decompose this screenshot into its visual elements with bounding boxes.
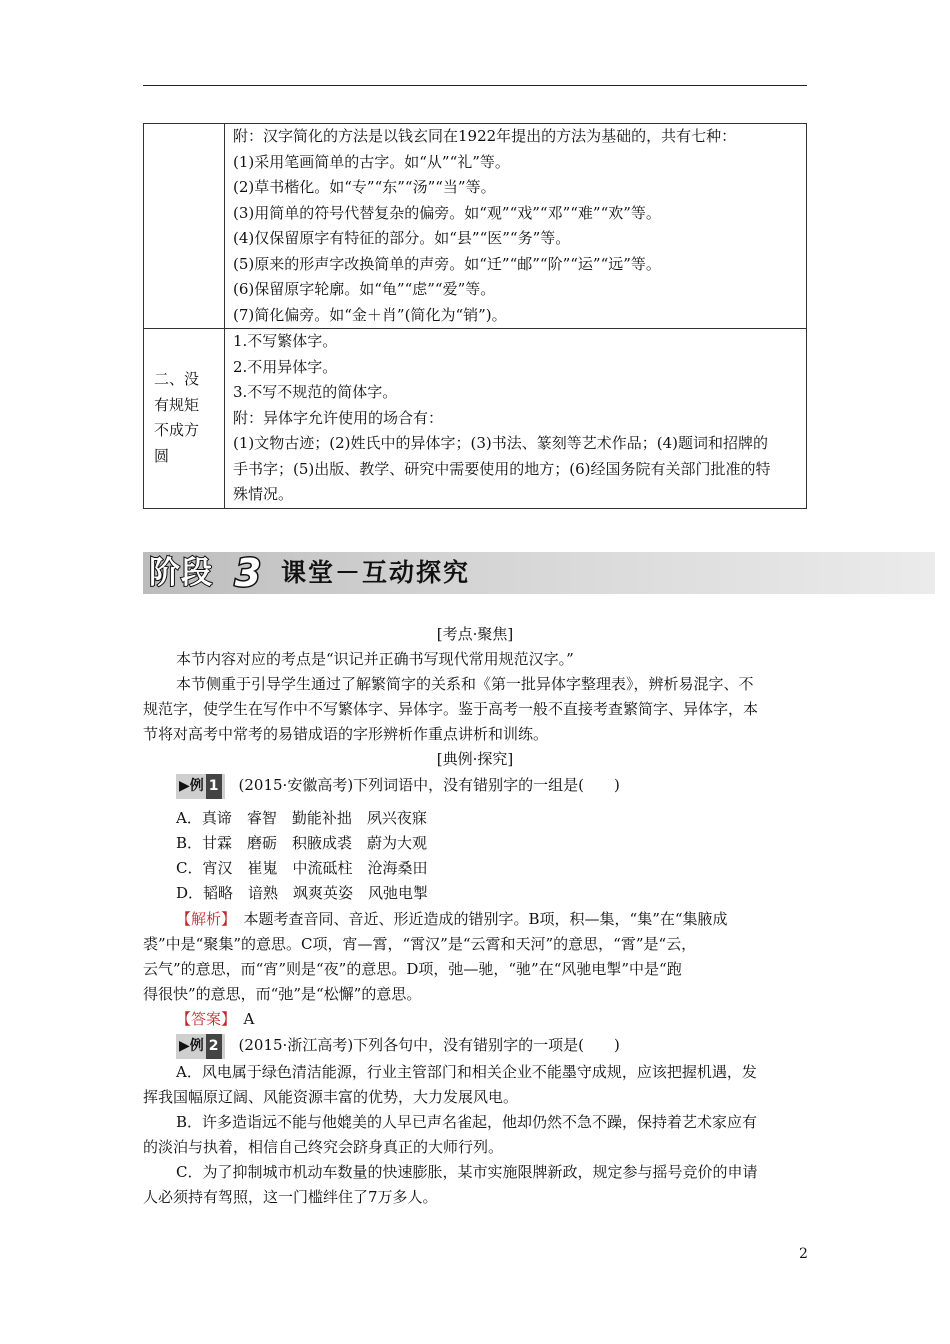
table-line: 附：异体字允许使用的场合有：	[233, 408, 444, 427]
option-c: C．为了抑制城市机动车数量的快速膨胀，某市实施限牌新政，规定参与摇号竞价的申请	[176, 1163, 758, 1181]
option-a: 挥我国幅原辽阔、风能资源丰富的优势，大力发展风电。	[143, 1088, 519, 1106]
question-text: (2015·安徽高考)下列词语中，没有错别字的一组是( )	[238, 776, 620, 794]
option-b: B．甘霖 磨砺 积腋成裘 蔚为大观	[176, 834, 428, 852]
header-line: 有规矩	[154, 395, 200, 414]
example-marker: ▶例 2	[176, 1034, 225, 1059]
table-line: 2.不用异体字。	[233, 357, 338, 376]
section-title: 课堂－互动探究	[281, 558, 471, 587]
table-line: (7)简化偏旁。如“金＋肖”(简化为“销”)。	[233, 305, 507, 324]
stage-number: 3	[234, 551, 262, 595]
paragraph: 本节内容对应的考点是“识记并正确书写现代常用规范汉字。”	[176, 650, 574, 668]
question-text: (2015·浙江高考)下列各句中，没有错别字的一项是( )	[238, 1036, 620, 1054]
table-row	[144, 124, 807, 329]
paragraph: 本节侧重于引导学生通过了解繁简字的关系和《第一批异体字整理表》，辨析易混字、不	[176, 675, 754, 693]
header-line: 二、没	[154, 370, 200, 389]
example-marker: ▶例 1	[176, 774, 225, 799]
stage-label: 阶段	[149, 555, 213, 591]
answer-line: 【答案】 A	[176, 1010, 255, 1028]
header-line: 圆	[154, 446, 170, 465]
paragraph: 规范字，使学生在写作中不写繁体字、异体字。鉴于高考一般不直接考查繁简字、异体字，本	[143, 700, 759, 718]
answer-tag: 【答案】	[176, 1010, 229, 1028]
row-header-empty	[144, 124, 225, 329]
paragraph: 节将对高考中常考的易错成语的字形辨析作重点讲析和训练。	[143, 725, 549, 743]
option-a: A．真谛 睿智 勤能补拙 夙兴夜寐	[176, 809, 427, 827]
header-line: 不成方	[154, 421, 200, 440]
example-1-question	[176, 773, 620, 799]
page-number: 2	[799, 1246, 808, 1262]
option-c: C．宵汉 崔嵬 中流砥柱 沧海桑田	[176, 859, 428, 877]
table-line: (1)采用笔画简单的古字。如“从”“礼”等。	[233, 152, 510, 171]
analysis-line: 裘”中是“聚集”的意思。C项，宵—霄，“霄汉”是“云霄和天河”的意思，“霄”是“云，	[143, 935, 697, 953]
section-banner	[143, 552, 935, 594]
example-2-question	[176, 1033, 620, 1059]
table-line: (5)原来的形声字改换简单的声旁。如“迁”“邮”“阶”“运”“远”等。	[233, 254, 661, 273]
table-line: (6)保留原字轮廓。如“龟”“虑”“爱”等。	[233, 280, 496, 298]
table-line: (4)仅保留原字有特征的部分。如“县”“医”“务”等。	[233, 229, 571, 247]
option-c: 人必须持有驾照，这一门槛绊住了7万多人。	[143, 1188, 438, 1206]
table-line: 3.不写不规范的简体字。	[233, 383, 398, 401]
header-rule	[143, 85, 807, 86]
analysis-tag: 【解析】	[176, 910, 229, 928]
row-content-rules	[225, 329, 807, 509]
table-line: 1.不写繁体字。	[233, 332, 338, 350]
option-b: B．许多造诣远不能与他媲美的人早已声名雀起，他却仍然不急不躁，保持着艺术家应有	[176, 1113, 758, 1131]
table-line: 附：汉字简化的方法是以钱玄同在1922年提出的方法为基础的，共有七种：	[233, 127, 737, 145]
analysis-line: 得很快”的意思，而“弛”是“松懈”的意思。	[143, 985, 422, 1003]
table-line: 殊情况。	[233, 485, 294, 503]
option-a: A．风电属于绿色清洁能源，行业主管部门和相关企业不能墨守成规，应该把握机遇，发	[176, 1063, 757, 1081]
option-d: D．韬略 谙熟 飒爽英姿 风弛电掣	[176, 884, 429, 902]
option-b: 的淡泊与执着，相信自己终究会跻身真正的大师行列。	[143, 1138, 504, 1156]
table-row	[144, 329, 807, 509]
row-content-simplification	[225, 124, 807, 329]
table-line: 手书字；(5)出版、教学、研究中需要使用的地方；(6)经国务院有关部门批准的特	[233, 459, 771, 478]
table-line: (2)草书楷化。如“专”“东”“汤”“当”等。	[233, 178, 496, 196]
row-header-rules	[144, 329, 225, 509]
analysis-line: 【解析】 本题考查音同、音近、形近造成的错别字。B项，积—集，“集”在“集腋成	[176, 910, 728, 928]
table-line: (1)文物古迹；(2)姓氏中的异体字；(3)书法、篆刻等艺术作品；(4)题词和招牌的	[233, 434, 768, 452]
analysis-line: 云气”的意思，而“宵”则是“夜”的意思。D项，弛—驰，“驰”在“风驰电掣”中是“跑	[143, 960, 682, 978]
heading-focus: [考点·聚焦]	[436, 625, 514, 643]
table-line: (3)用简单的符号代替复杂的偏旁。如“观”“戏”“邓”“难”“欢”等。	[233, 203, 661, 222]
heading-examples: [典例·探究]	[436, 750, 514, 768]
info-table	[143, 123, 807, 509]
